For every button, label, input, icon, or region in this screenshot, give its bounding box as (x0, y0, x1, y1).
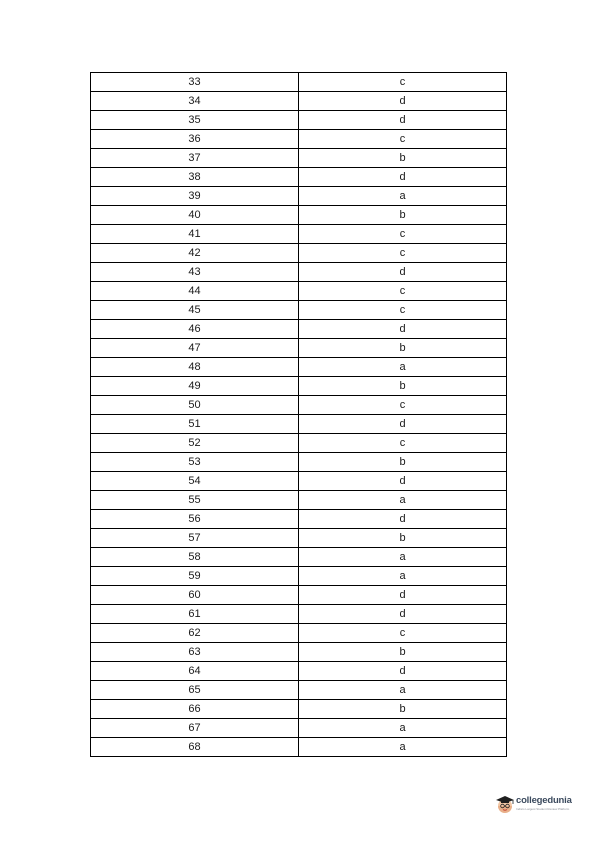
table-row (91, 624, 507, 643)
table-row (91, 320, 507, 339)
question-number-cell: 46 (91, 320, 299, 339)
table-row (91, 339, 507, 358)
question-number-cell: 56 (91, 510, 299, 529)
answer-cell: d (299, 586, 507, 605)
table-row (91, 415, 507, 434)
question-number-cell: 35 (91, 111, 299, 130)
answer-cell: b (299, 643, 507, 662)
answer-cell: b (299, 700, 507, 719)
question-number-cell: 62 (91, 624, 299, 643)
answer-cell: d (299, 263, 507, 282)
answer-cell: c (299, 396, 507, 415)
table-row (91, 700, 507, 719)
answer-cell: c (299, 624, 507, 643)
question-number-cell: 40 (91, 206, 299, 225)
answer-cell: a (299, 738, 507, 757)
table-row (91, 453, 507, 472)
question-number-cell: 60 (91, 586, 299, 605)
table-row (91, 472, 507, 491)
answer-cell: c (299, 301, 507, 320)
question-number-cell: 55 (91, 491, 299, 510)
answer-key-table (90, 72, 507, 757)
question-number-cell: 58 (91, 548, 299, 567)
answer-cell: d (299, 662, 507, 681)
answer-cell: d (299, 510, 507, 529)
answer-cell: b (299, 529, 507, 548)
brand-tagline: India's Largest Student Review Platform (516, 807, 570, 811)
table-row (91, 491, 507, 510)
question-number-cell: 43 (91, 263, 299, 282)
answer-cell: a (299, 681, 507, 700)
question-number-cell: 53 (91, 453, 299, 472)
table-row (91, 434, 507, 453)
question-number-cell: 68 (91, 738, 299, 757)
question-number-cell: 54 (91, 472, 299, 491)
table-row (91, 681, 507, 700)
answer-cell: c (299, 282, 507, 301)
answer-cell: a (299, 719, 507, 738)
answer-cell: c (299, 130, 507, 149)
table-row (91, 643, 507, 662)
answer-cell: a (299, 187, 507, 206)
answer-cell: d (299, 605, 507, 624)
table-row (91, 73, 507, 92)
table-row (91, 510, 507, 529)
table-row (91, 662, 507, 681)
table-row (91, 586, 507, 605)
table-row (91, 396, 507, 415)
answer-key-rows (91, 73, 507, 757)
answer-cell: d (299, 472, 507, 491)
question-number-cell: 33 (91, 73, 299, 92)
table-row (91, 130, 507, 149)
question-number-cell: 39 (91, 187, 299, 206)
answer-cell: c (299, 225, 507, 244)
question-number-cell: 67 (91, 719, 299, 738)
table-row (91, 548, 507, 567)
answer-cell: a (299, 567, 507, 586)
answer-cell: d (299, 168, 507, 187)
question-number-cell: 66 (91, 700, 299, 719)
question-number-cell: 41 (91, 225, 299, 244)
table-row (91, 301, 507, 320)
question-number-cell: 63 (91, 643, 299, 662)
table-row (91, 187, 507, 206)
answer-cell: b (299, 339, 507, 358)
answer-cell: b (299, 377, 507, 396)
answer-cell: c (299, 73, 507, 92)
table-row (91, 168, 507, 187)
table-row (91, 738, 507, 757)
question-number-cell: 64 (91, 662, 299, 681)
answer-cell: b (299, 453, 507, 472)
answer-cell: c (299, 244, 507, 263)
table-row (91, 529, 507, 548)
brand-name: collegedunia (516, 795, 572, 806)
table-row (91, 225, 507, 244)
table-row (91, 92, 507, 111)
table-row (91, 206, 507, 225)
question-number-cell: 36 (91, 130, 299, 149)
answer-cell: d (299, 111, 507, 130)
question-number-cell: 48 (91, 358, 299, 377)
answer-cell: d (299, 415, 507, 434)
table-row (91, 263, 507, 282)
question-number-cell: 49 (91, 377, 299, 396)
table-row (91, 149, 507, 168)
question-number-cell: 57 (91, 529, 299, 548)
question-number-cell: 65 (91, 681, 299, 700)
answer-cell: a (299, 548, 507, 567)
answer-cell: b (299, 149, 507, 168)
question-number-cell: 38 (91, 168, 299, 187)
question-number-cell: 34 (91, 92, 299, 111)
answer-cell: c (299, 434, 507, 453)
table-row (91, 282, 507, 301)
answer-cell: b (299, 206, 507, 225)
question-number-cell: 59 (91, 567, 299, 586)
graduate-mascot-icon (494, 793, 516, 815)
table-row (91, 719, 507, 738)
table-row (91, 358, 507, 377)
answer-cell: a (299, 358, 507, 377)
table-row (91, 567, 507, 586)
answer-cell: d (299, 320, 507, 339)
question-number-cell: 50 (91, 396, 299, 415)
table-row (91, 377, 507, 396)
table-row (91, 244, 507, 263)
question-number-cell: 45 (91, 301, 299, 320)
question-number-cell: 42 (91, 244, 299, 263)
question-number-cell: 37 (91, 149, 299, 168)
answer-cell: d (299, 92, 507, 111)
question-number-cell: 61 (91, 605, 299, 624)
question-number-cell: 51 (91, 415, 299, 434)
question-number-cell: 44 (91, 282, 299, 301)
collegedunia-logo (494, 793, 574, 817)
answer-cell: a (299, 491, 507, 510)
table-row (91, 605, 507, 624)
question-number-cell: 52 (91, 434, 299, 453)
question-number-cell: 47 (91, 339, 299, 358)
table-row (91, 111, 507, 130)
